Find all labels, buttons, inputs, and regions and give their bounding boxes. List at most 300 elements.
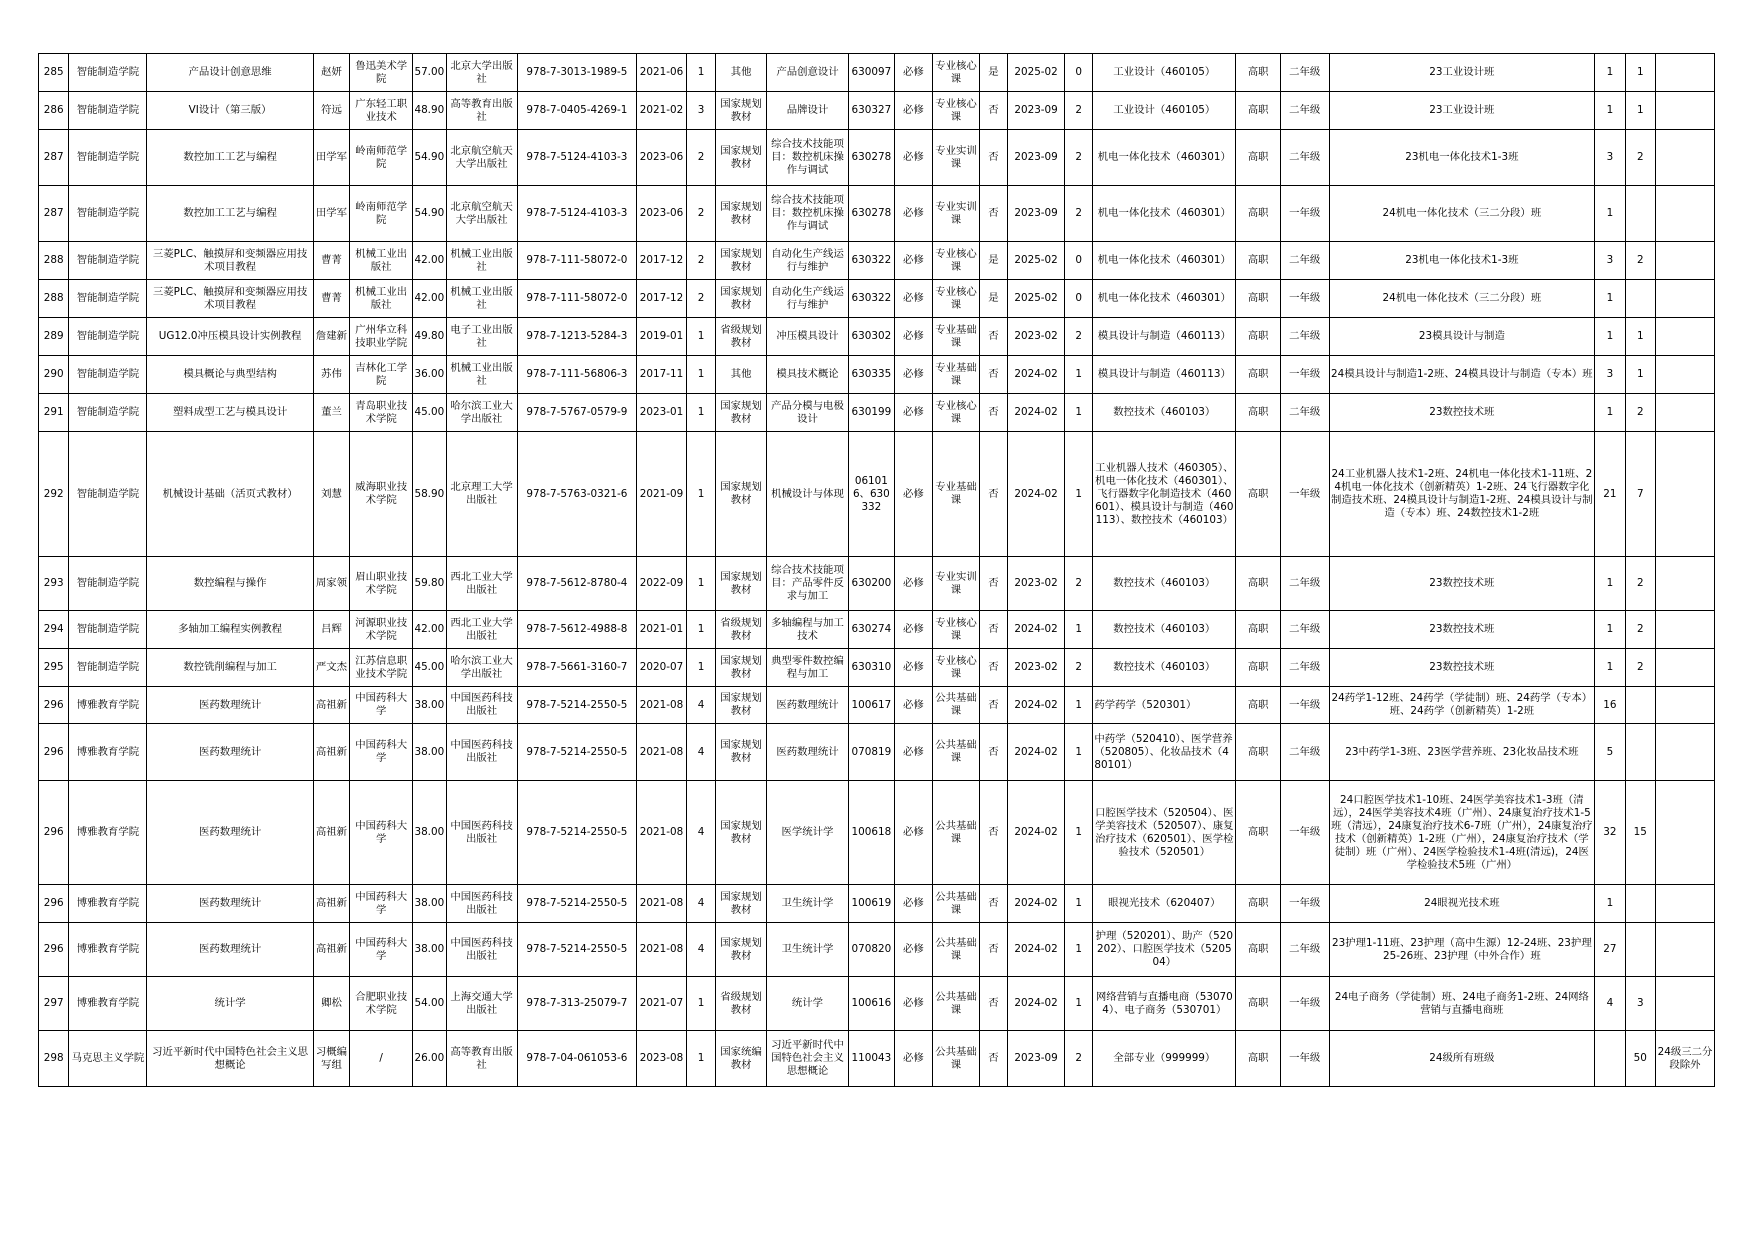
textbook-type-cell: 国家规划教材 — [716, 724, 767, 781]
classes-cell: 24口腔医学技术1-10班、24医学美容技术1-3班（清远），24医学美容技术4班（广州）、24康复治疗技术1-5班（清远），24康复治疗技术6-7班（广州），24康复治疗技术（创新精英）1-2班（广州），24康复治疗技术（学徒制）班（广州）、24医学检验技术1-4班(清远)，24医学检验技术5班（广州） — [1329, 781, 1595, 885]
note-cell — [1656, 649, 1715, 687]
course-category-cell: 专业核心课 — [933, 92, 980, 130]
quantity-cell: 1 — [1625, 318, 1655, 356]
requirement-cell: 必修 — [894, 318, 933, 356]
flag-cell: 是 — [979, 280, 1007, 318]
table-row — [39, 977, 1715, 1031]
level-cell: 高职 — [1236, 130, 1281, 186]
author-cell: 詹建新 — [313, 318, 350, 356]
textbook-title-cell: 医药数理统计 — [147, 781, 313, 885]
author-cell: 符远 — [313, 92, 350, 130]
course-code-cell: 630274 — [849, 611, 895, 649]
requirement-cell: 必修 — [894, 242, 933, 280]
price-cell: 42.00 — [413, 280, 446, 318]
classes-cell: 24模具设计与制造1-2班、24模具设计与制造（专本）班 — [1329, 356, 1595, 394]
row-number-cell: 296 — [39, 781, 69, 885]
course-code-cell: 061016、630332 — [849, 432, 895, 557]
course-category-cell: 公共基础课 — [933, 1031, 980, 1087]
grade-cell: 一年级 — [1280, 687, 1329, 724]
course-name-cell: 多轴编程与加工技术 — [766, 611, 848, 649]
publisher-cell: 西北工业大学出版社 — [446, 611, 517, 649]
course-category-cell: 专业基础课 — [933, 432, 980, 557]
course-category-cell: 专业核心课 — [933, 611, 980, 649]
isbn-cell: 978-7-5661-3160-7 — [517, 649, 637, 687]
edition-cell: 1 — [686, 977, 715, 1031]
grade-cell: 二年级 — [1280, 923, 1329, 977]
textbook-title-cell: 医药数理统计 — [147, 923, 313, 977]
author-unit-cell: 中国药科大学 — [350, 687, 413, 724]
author-unit-cell: 青岛职业技术学院 — [350, 394, 413, 432]
author-cell: 苏伟 — [313, 356, 350, 394]
publish-date-cell: 2017-11 — [637, 356, 687, 394]
row-number-cell: 296 — [39, 923, 69, 977]
level-cell: 高职 — [1236, 923, 1281, 977]
course-category-cell: 公共基础课 — [933, 781, 980, 885]
course-name-cell: 医药数理统计 — [766, 724, 848, 781]
row-number-cell: 286 — [39, 92, 69, 130]
note-cell — [1656, 318, 1715, 356]
publisher-cell: 哈尔滨工业大学出版社 — [446, 394, 517, 432]
isbn-cell: 978-7-3013-1989-5 — [517, 54, 637, 92]
semester-cell: 2025-02 — [1008, 280, 1065, 318]
textbook-type-cell: 省级规划教材 — [716, 611, 767, 649]
quantity-cell: 2 — [1625, 242, 1655, 280]
college-cell: 博雅教育学院 — [69, 977, 147, 1031]
publisher-cell: 中国医药科技出版社 — [446, 687, 517, 724]
table-row — [39, 242, 1715, 280]
quantity-cell: 2 — [1625, 557, 1655, 611]
college-cell: 智能制造学院 — [69, 611, 147, 649]
class-count-cell: 1 — [1595, 318, 1625, 356]
course-name-cell: 冲压模具设计 — [766, 318, 848, 356]
row-number-cell: 292 — [39, 432, 69, 557]
publisher-cell: 哈尔滨工业大学出版社 — [446, 649, 517, 687]
row-number-cell: 293 — [39, 557, 69, 611]
note-cell — [1656, 242, 1715, 280]
course-category-cell: 专业实训课 — [933, 557, 980, 611]
college-cell: 博雅教育学院 — [69, 885, 147, 923]
classes-cell: 23数控技术班 — [1329, 649, 1595, 687]
table-row — [39, 186, 1715, 242]
author-unit-cell: 河源职业技术学院 — [350, 611, 413, 649]
count-cell: 1 — [1064, 724, 1092, 781]
author-unit-cell: 中国药科大学 — [350, 781, 413, 885]
requirement-cell: 必修 — [894, 356, 933, 394]
requirement-cell: 必修 — [894, 130, 933, 186]
course-category-cell: 公共基础课 — [933, 687, 980, 724]
class-count-cell: 1 — [1595, 649, 1625, 687]
textbook-type-cell: 国家规划教材 — [716, 432, 767, 557]
textbook-title-cell: 数控加工工艺与编程 — [147, 130, 313, 186]
flag-cell: 否 — [979, 356, 1007, 394]
textbook-type-cell: 国家规划教材 — [716, 687, 767, 724]
table-row — [39, 130, 1715, 186]
college-cell: 智能制造学院 — [69, 280, 147, 318]
publisher-cell: 中国医药科技出版社 — [446, 781, 517, 885]
course-name-cell: 统计学 — [766, 977, 848, 1031]
price-cell: 38.00 — [413, 781, 446, 885]
classes-cell: 24眼视光技术班 — [1329, 885, 1595, 923]
publish-date-cell: 2021-08 — [637, 885, 687, 923]
textbook-type-cell: 国家统编教材 — [716, 1031, 767, 1087]
course-code-cell: 100618 — [849, 781, 895, 885]
semester-cell: 2023-02 — [1008, 318, 1065, 356]
author-cell: 习概编写组 — [313, 1031, 350, 1087]
publisher-cell: 北京大学出版社 — [446, 54, 517, 92]
textbook-type-cell: 其他 — [716, 356, 767, 394]
flag-cell: 是 — [979, 54, 1007, 92]
grade-cell: 二年级 — [1280, 724, 1329, 781]
edition-cell: 2 — [686, 130, 715, 186]
isbn-cell: 978-7-0405-4269-1 — [517, 92, 637, 130]
flag-cell: 否 — [979, 92, 1007, 130]
edition-cell: 1 — [686, 432, 715, 557]
classes-cell: 23机电一体化技术1-3班 — [1329, 242, 1595, 280]
edition-cell: 1 — [686, 611, 715, 649]
isbn-cell: 978-7-5767-0579-9 — [517, 394, 637, 432]
price-cell: 48.90 — [413, 92, 446, 130]
grade-cell: 二年级 — [1280, 394, 1329, 432]
author-unit-cell: 岭南师范学院 — [350, 130, 413, 186]
level-cell: 高职 — [1236, 242, 1281, 280]
table-row — [39, 432, 1715, 557]
semester-cell: 2024-02 — [1008, 432, 1065, 557]
price-cell: 38.00 — [413, 885, 446, 923]
edition-cell: 3 — [686, 92, 715, 130]
note-cell — [1656, 557, 1715, 611]
requirement-cell: 必修 — [894, 611, 933, 649]
class-count-cell: 1 — [1595, 54, 1625, 92]
author-cell: 曹菁 — [313, 242, 350, 280]
level-cell: 高职 — [1236, 1031, 1281, 1087]
publish-date-cell: 2021-01 — [637, 611, 687, 649]
count-cell: 2 — [1064, 649, 1092, 687]
textbook-type-cell: 国家规划教材 — [716, 649, 767, 687]
course-name-cell: 综合技术技能项目：数控机床操作与调试 — [766, 186, 848, 242]
publish-date-cell: 2023-01 — [637, 394, 687, 432]
course-code-cell: 630278 — [849, 130, 895, 186]
grade-cell: 一年级 — [1280, 885, 1329, 923]
row-number-cell: 294 — [39, 611, 69, 649]
grade-cell: 二年级 — [1280, 130, 1329, 186]
textbook-type-cell: 国家规划教材 — [716, 280, 767, 318]
college-cell: 智能制造学院 — [69, 130, 147, 186]
count-cell: 2 — [1064, 92, 1092, 130]
course-code-cell: 070820 — [849, 923, 895, 977]
count-cell: 2 — [1064, 1031, 1092, 1087]
classes-cell: 24电子商务（学徒制）班、24电子商务1-2班、24网络营销与直播电商班 — [1329, 977, 1595, 1031]
count-cell: 1 — [1064, 923, 1092, 977]
textbook-title-cell: 医药数理统计 — [147, 885, 313, 923]
course-category-cell: 公共基础课 — [933, 977, 980, 1031]
course-category-cell: 专业基础课 — [933, 318, 980, 356]
publisher-cell: 机械工业出版社 — [446, 242, 517, 280]
row-number-cell: 289 — [39, 318, 69, 356]
grade-cell: 一年级 — [1280, 432, 1329, 557]
publish-date-cell: 2021-08 — [637, 687, 687, 724]
quantity-cell: 1 — [1625, 92, 1655, 130]
table-row — [39, 356, 1715, 394]
count-cell: 1 — [1064, 356, 1092, 394]
major-cell: 工业设计（460105） — [1093, 54, 1236, 92]
classes-cell: 24机电一体化技术（三二分段）班 — [1329, 280, 1595, 318]
major-cell: 机电一体化技术（460301） — [1093, 186, 1236, 242]
requirement-cell: 必修 — [894, 280, 933, 318]
quantity-cell: 2 — [1625, 394, 1655, 432]
price-cell: 59.80 — [413, 557, 446, 611]
author-unit-cell: 鲁迅美术学院 — [350, 54, 413, 92]
college-cell: 博雅教育学院 — [69, 687, 147, 724]
isbn-cell: 978-7-5214-2550-5 — [517, 724, 637, 781]
semester-cell: 2024-02 — [1008, 977, 1065, 1031]
course-name-cell: 医学统计学 — [766, 781, 848, 885]
author-cell: 严文杰 — [313, 649, 350, 687]
count-cell: 1 — [1064, 977, 1092, 1031]
author-unit-cell: 广州华立科技职业学院 — [350, 318, 413, 356]
course-name-cell: 机械设计与体现 — [766, 432, 848, 557]
textbook-title-cell: 统计学 — [147, 977, 313, 1031]
flag-cell: 是 — [979, 242, 1007, 280]
author-cell: 高祖新 — [313, 687, 350, 724]
textbook-title-cell: 塑料成型工艺与模具设计 — [147, 394, 313, 432]
class-count-cell: 32 — [1595, 781, 1625, 885]
edition-cell: 1 — [686, 557, 715, 611]
grade-cell: 二年级 — [1280, 54, 1329, 92]
note-cell — [1656, 92, 1715, 130]
isbn-cell: 978-7-5763-0321-6 — [517, 432, 637, 557]
classes-cell: 24药学1-12班、24药学（学徒制）班、24药学（专本）班、24药学（创新精英）1-2班 — [1329, 687, 1595, 724]
semester-cell: 2024-02 — [1008, 781, 1065, 885]
author-unit-cell: 机械工业出版社 — [350, 242, 413, 280]
price-cell: 54.00 — [413, 977, 446, 1031]
class-count-cell: 16 — [1595, 687, 1625, 724]
major-cell: 工业机器人技术（460305）、机电一体化技术（460301）、飞行器数字化制造技术（460601）、模具设计与制造（460113）、数控技术（460103） — [1093, 432, 1236, 557]
semester-cell: 2024-02 — [1008, 687, 1065, 724]
row-number-cell: 285 — [39, 54, 69, 92]
classes-cell: 23工业设计班 — [1329, 54, 1595, 92]
table-row — [39, 394, 1715, 432]
course-code-cell: 110043 — [849, 1031, 895, 1087]
course-name-cell: 卫生统计学 — [766, 923, 848, 977]
count-cell: 0 — [1064, 242, 1092, 280]
course-code-cell: 070819 — [849, 724, 895, 781]
publish-date-cell: 2023-08 — [637, 1031, 687, 1087]
isbn-cell: 978-7-5124-4103-3 — [517, 186, 637, 242]
publish-date-cell: 2019-01 — [637, 318, 687, 356]
course-name-cell: 典型零件数控编程与加工 — [766, 649, 848, 687]
isbn-cell: 978-7-5214-2550-5 — [517, 687, 637, 724]
row-number-cell: 288 — [39, 242, 69, 280]
isbn-cell: 978-7-5612-4988-8 — [517, 611, 637, 649]
classes-cell: 23数控技术班 — [1329, 557, 1595, 611]
semester-cell: 2023-02 — [1008, 557, 1065, 611]
edition-cell: 2 — [686, 242, 715, 280]
college-cell: 智能制造学院 — [69, 557, 147, 611]
textbook-type-cell: 国家规划教材 — [716, 242, 767, 280]
course-category-cell: 专业核心课 — [933, 394, 980, 432]
note-cell — [1656, 724, 1715, 781]
textbook-type-cell: 国家规划教材 — [716, 130, 767, 186]
requirement-cell: 必修 — [894, 885, 933, 923]
major-cell: 网络营销与直播电商（530704）、电子商务（530701） — [1093, 977, 1236, 1031]
level-cell: 高职 — [1236, 318, 1281, 356]
price-cell: 42.00 — [413, 242, 446, 280]
semester-cell: 2023-02 — [1008, 649, 1065, 687]
author-unit-cell: 中国药科大学 — [350, 724, 413, 781]
course-name-cell: 自动化生产线运行与维护 — [766, 242, 848, 280]
flag-cell: 否 — [979, 432, 1007, 557]
price-cell: 26.00 — [413, 1031, 446, 1087]
note-cell — [1656, 611, 1715, 649]
note-cell — [1656, 977, 1715, 1031]
classes-cell: 23数控技术班 — [1329, 611, 1595, 649]
flag-cell: 否 — [979, 687, 1007, 724]
semester-cell: 2023-09 — [1008, 92, 1065, 130]
isbn-cell: 978-7-5124-4103-3 — [517, 130, 637, 186]
count-cell: 1 — [1064, 687, 1092, 724]
semester-cell: 2024-02 — [1008, 724, 1065, 781]
count-cell: 1 — [1064, 885, 1092, 923]
author-cell: 高祖新 — [313, 781, 350, 885]
requirement-cell: 必修 — [894, 1031, 933, 1087]
course-category-cell: 专业基础课 — [933, 356, 980, 394]
count-cell: 2 — [1064, 318, 1092, 356]
edition-cell: 4 — [686, 687, 715, 724]
class-count-cell: 5 — [1595, 724, 1625, 781]
requirement-cell: 必修 — [894, 649, 933, 687]
class-count-cell: 21 — [1595, 432, 1625, 557]
count-cell: 1 — [1064, 394, 1092, 432]
semester-cell: 2024-02 — [1008, 611, 1065, 649]
edition-cell: 2 — [686, 186, 715, 242]
course-name-cell: 综合技术技能项目：数控机床操作与调试 — [766, 130, 848, 186]
price-cell: 45.00 — [413, 394, 446, 432]
textbook-title-cell: 机械设计基础（活页式教材） — [147, 432, 313, 557]
class-count-cell: 3 — [1595, 356, 1625, 394]
class-count-cell: 1 — [1595, 557, 1625, 611]
semester-cell: 2023-09 — [1008, 1031, 1065, 1087]
grade-cell: 二年级 — [1280, 611, 1329, 649]
publish-date-cell: 2021-08 — [637, 923, 687, 977]
classes-cell: 23工业设计班 — [1329, 92, 1595, 130]
quantity-cell — [1625, 923, 1655, 977]
publish-date-cell: 2020-07 — [637, 649, 687, 687]
isbn-cell: 978-7-5214-2550-5 — [517, 885, 637, 923]
semester-cell: 2023-09 — [1008, 130, 1065, 186]
major-cell: 药学药学（520301） — [1093, 687, 1236, 724]
quantity-cell — [1625, 885, 1655, 923]
price-cell: 38.00 — [413, 687, 446, 724]
flag-cell: 否 — [979, 1031, 1007, 1087]
quantity-cell: 2 — [1625, 130, 1655, 186]
quantity-cell: 2 — [1625, 611, 1655, 649]
requirement-cell: 必修 — [894, 432, 933, 557]
textbook-title-cell: 三菱PLC、触摸屏和变频器应用技术项目教程 — [147, 280, 313, 318]
author-cell: 田学军 — [313, 130, 350, 186]
course-name-cell: 卫生统计学 — [766, 885, 848, 923]
textbook-title-cell: VI设计（第三版） — [147, 92, 313, 130]
table-row — [39, 280, 1715, 318]
quantity-cell — [1625, 186, 1655, 242]
major-cell: 机电一体化技术（460301） — [1093, 280, 1236, 318]
major-cell: 模具设计与制造（460113） — [1093, 356, 1236, 394]
author-cell: 曹菁 — [313, 280, 350, 318]
count-cell: 1 — [1064, 781, 1092, 885]
price-cell: 42.00 — [413, 611, 446, 649]
course-category-cell: 专业实训课 — [933, 130, 980, 186]
publisher-cell: 机械工业出版社 — [446, 356, 517, 394]
quantity-cell: 1 — [1625, 54, 1655, 92]
edition-cell: 1 — [686, 1031, 715, 1087]
course-name-cell: 品牌设计 — [766, 92, 848, 130]
level-cell: 高职 — [1236, 394, 1281, 432]
college-cell: 智能制造学院 — [69, 356, 147, 394]
grade-cell: 一年级 — [1280, 280, 1329, 318]
count-cell: 0 — [1064, 280, 1092, 318]
table-row — [39, 724, 1715, 781]
textbook-type-cell: 国家规划教材 — [716, 394, 767, 432]
author-unit-cell: 中国药科大学 — [350, 885, 413, 923]
row-number-cell: 296 — [39, 687, 69, 724]
isbn-cell: 978-7-111-56806-3 — [517, 356, 637, 394]
grade-cell: 一年级 — [1280, 781, 1329, 885]
isbn-cell: 978-7-111-58072-0 — [517, 280, 637, 318]
table-row — [39, 885, 1715, 923]
table-row — [39, 781, 1715, 885]
classes-cell: 23数控技术班 — [1329, 394, 1595, 432]
author-cell: 吕辉 — [313, 611, 350, 649]
classes-cell: 23模具设计与制造 — [1329, 318, 1595, 356]
course-category-cell: 专业核心课 — [933, 242, 980, 280]
author-cell: 卿松 — [313, 977, 350, 1031]
class-count-cell: 3 — [1595, 242, 1625, 280]
major-cell: 数控技术（460103） — [1093, 649, 1236, 687]
publish-date-cell: 2021-07 — [637, 977, 687, 1031]
course-name-cell: 医药数理统计 — [766, 687, 848, 724]
flag-cell: 否 — [979, 923, 1007, 977]
price-cell: 57.00 — [413, 54, 446, 92]
author-unit-cell: 岭南师范学院 — [350, 186, 413, 242]
semester-cell: 2025-02 — [1008, 54, 1065, 92]
classes-cell: 24机电一体化技术（三二分段）班 — [1329, 186, 1595, 242]
semester-cell: 2024-02 — [1008, 356, 1065, 394]
course-category-cell: 专业核心课 — [933, 280, 980, 318]
course-code-cell: 630335 — [849, 356, 895, 394]
grade-cell: 二年级 — [1280, 649, 1329, 687]
class-count-cell: 4 — [1595, 977, 1625, 1031]
edition-cell: 4 — [686, 781, 715, 885]
class-count-cell: 1 — [1595, 186, 1625, 242]
edition-cell: 1 — [686, 318, 715, 356]
requirement-cell: 必修 — [894, 781, 933, 885]
major-cell: 护理（520201）、助产（520202）、口腔医学技术（520504） — [1093, 923, 1236, 977]
publish-date-cell: 2023-06 — [637, 130, 687, 186]
requirement-cell: 必修 — [894, 92, 933, 130]
textbook-type-cell: 国家规划教材 — [716, 885, 767, 923]
publish-date-cell: 2023-06 — [637, 186, 687, 242]
class-count-cell: 1 — [1595, 394, 1625, 432]
count-cell: 2 — [1064, 130, 1092, 186]
edition-cell: 4 — [686, 724, 715, 781]
level-cell: 高职 — [1236, 977, 1281, 1031]
grade-cell: 一年级 — [1280, 1031, 1329, 1087]
flag-cell: 否 — [979, 186, 1007, 242]
publish-date-cell: 2021-06 — [637, 54, 687, 92]
note-cell: 24级三二分段除外 — [1656, 1031, 1715, 1087]
course-code-cell: 630322 — [849, 280, 895, 318]
course-name-cell: 习近平新时代中国特色社会主义思想概论 — [766, 1031, 848, 1087]
author-unit-cell: 江苏信息职业技术学院 — [350, 649, 413, 687]
